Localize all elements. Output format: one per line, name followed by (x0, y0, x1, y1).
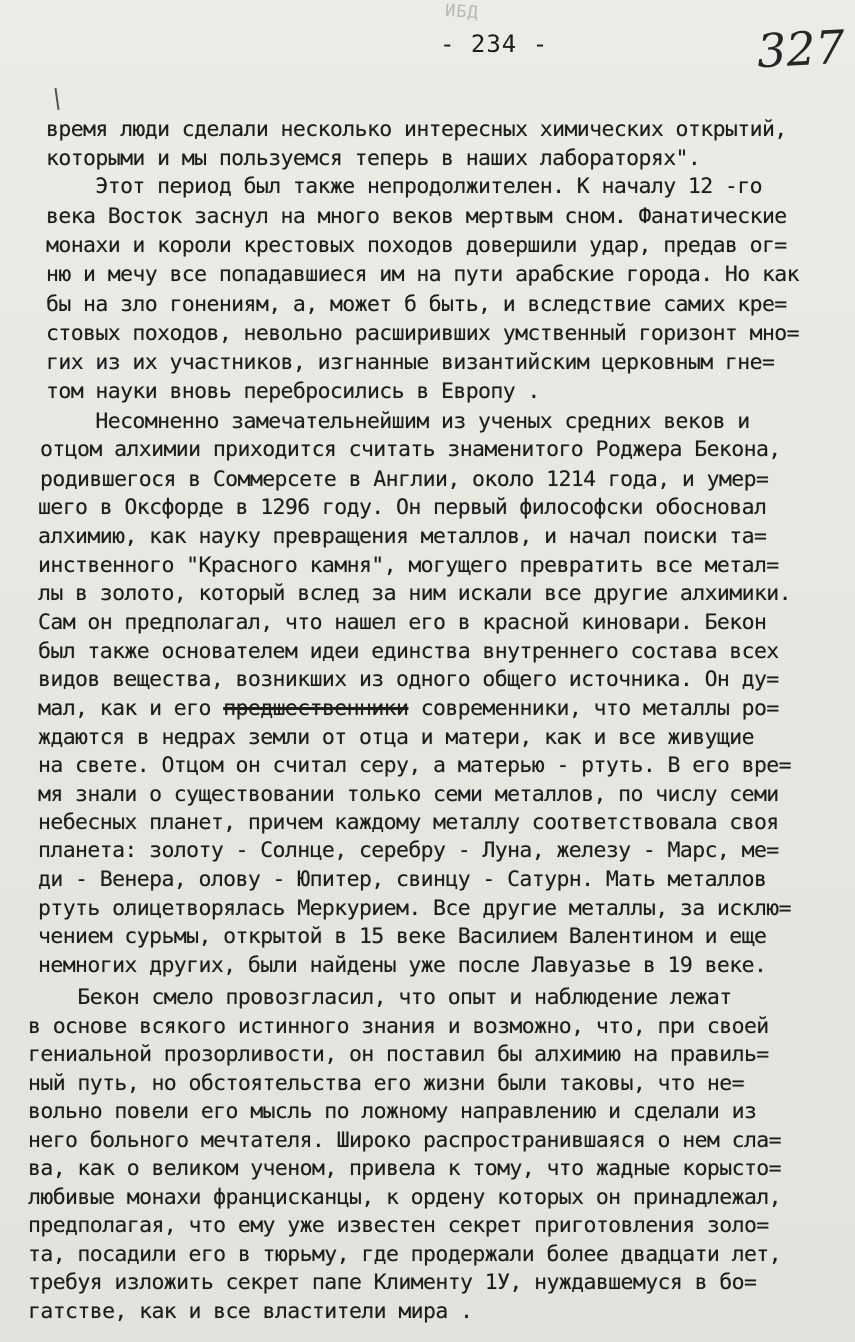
text-line-end: современники, что металлы ро= (408, 696, 779, 721)
text-line: алхимию, как науку превращения металлов, и начал поиски та= (38, 524, 767, 549)
text-line: ню и мечу все попадавшиеся им на пути арабские города. Но как (46, 262, 799, 287)
text-line: ждаются в недрах земли от отца и матери, как и все живущие (38, 725, 754, 750)
text-line: шего в Оксфорде в 1296 году. Он первый философски обосновал (38, 495, 767, 520)
text-line: небесных планет, причем каждому металлу соответствовала своя (38, 810, 779, 835)
text-line: инственного "Красного камня", могущего превратить все метал= (38, 553, 779, 578)
text-line: в основе всякого истинного знания и возможно, что, при своей (28, 1014, 769, 1039)
text-line: которыми и мы пользуемся теперь в наших лабораторях". (46, 146, 701, 171)
text-line: планета: золоту - Солнце, серебру - Луна, железу - Марс, ме= (38, 838, 779, 863)
text-line: немногих других, были найдены уже после Лавуазье в 19 веке. (38, 953, 767, 978)
text-line: был также основателем идеи единства внутреннего состава всех (38, 639, 779, 664)
text-line: ный путь, но обстоятельства его жизни были таковы, что не= (28, 1071, 744, 1096)
text-line: чением сурьмы, открытой в 15 веке Василием Валентином и еще (38, 924, 767, 949)
text-line: видов вещества, возникших из одного общего источника. Он ду= (38, 667, 779, 692)
text-line: гениальной прозорливости, он поставил бы алхимию на правиль= (28, 1042, 769, 1067)
text-line: Этот период был также непродолжителен. К началу 12 -го (46, 174, 762, 199)
handwritten-folio-number: 327 (755, 19, 847, 79)
text-line: вольно повели его мысль по ложному направлению и сделали из (28, 1099, 757, 1124)
text-line: бы на зло гонениям, а, может б быть, и вследствие самих кре= (46, 292, 787, 317)
text-line: Бекон смело провозгласил, что опыт и наблюдение лежат (28, 985, 732, 1010)
text-line: любивые монахи францисканцы, к ордену которых он принадлежал, (28, 1185, 781, 1210)
text-line: лы в золото, который вслед за ним искали все другие алхимики. (38, 581, 791, 606)
text-line: предполагая, что ему уже известен секрет приготовления золо= (28, 1213, 769, 1238)
text-line: гатстве, как и все властители мира . (28, 1299, 473, 1324)
text-line: века Восток заснул на много веков мертвым сном. Фанатические (46, 204, 787, 229)
text-line: монахи и короли крестовых походов довершили удар, предав ог= (46, 233, 787, 258)
text-line: Несомненно замечательнейшим из ученых средних веков и (46, 409, 750, 434)
text-line (38, 696, 779, 722)
text-line: отцом алхимии приходится считать знаменитого Роджера Бекона, (40, 437, 781, 462)
text-line: него больного мечтателя. Широко распространившаяся о нем сла= (28, 1128, 781, 1153)
faint-archive-stamp: ИБД (444, 0, 480, 24)
text-line: та, посадили его в тюрьму, где продержали более двадцати лет, (28, 1242, 781, 1267)
text-line: время люди сделали несколько интересных химических открытий, (46, 117, 787, 142)
text-line: ва, как о великом ученом, привела к тому, что жадные корысто= (28, 1156, 781, 1181)
text-line: ртуть олицетворялась Меркурием. Все другие металлы, за исклю= (38, 896, 791, 921)
text-line: стовых походов, невольно расширивших умственный горизонт мно= (46, 321, 799, 346)
text-line: родившегося в Соммерсете в Англии, около 1214 года, и умер= (40, 467, 769, 492)
text-line: мя знали о существовании только семи металлов, по числу семи (38, 782, 779, 807)
text-line: на свете. Отцом он считал серу, а матерью - ртуть. В его вре= (38, 753, 791, 778)
struck-out-word: предшественники (223, 696, 409, 721)
text-line: том науки вновь перебросились в Европу . (46, 379, 540, 404)
text-line: Сам он предполагал, что нашел его в красной киновари. Бекон (38, 610, 767, 635)
text-line: требуя изложить секрет папе Клименту 1У, нуждавшемуся в бо= (28, 1270, 757, 1295)
text-line-start: мал, как и его (38, 696, 211, 721)
text-line: ди - Венера, олову - Юпитер, свинцу - Сатурн. Мать металлов (38, 867, 767, 892)
page-number: - 234 - (440, 30, 549, 58)
text-line: гих из их участников, изгнанные византийским церковным гне= (46, 350, 775, 375)
